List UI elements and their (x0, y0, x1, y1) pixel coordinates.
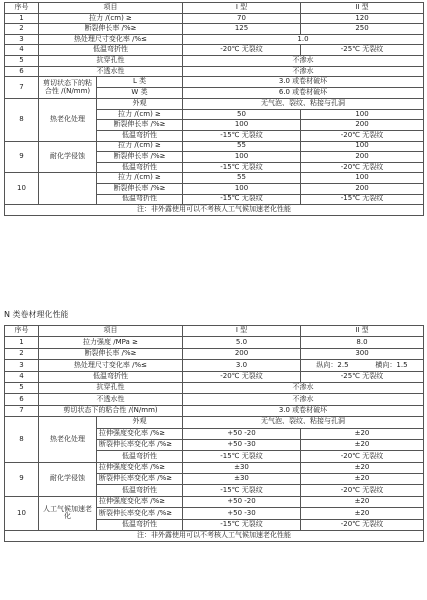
row-seq: 8 (5, 417, 39, 463)
value-type-1: 55 (183, 173, 301, 184)
value-type-2: -20℃ 无裂纹 (301, 130, 424, 141)
section-heading: N 类卷材理化性能 (4, 310, 69, 319)
row-seq: 9 (5, 141, 39, 173)
row-item: 低温弯折性 (97, 194, 183, 205)
row-seq: 4 (5, 371, 39, 382)
table-row (5, 77, 424, 88)
table-row (5, 417, 424, 428)
value-type-1: +50 -30 (183, 508, 301, 519)
row-item: 低温弯折性 (97, 485, 183, 496)
table-row (5, 55, 424, 66)
table-row (5, 13, 424, 24)
row-item: 断裂伸长率 /%≥ (97, 152, 183, 163)
row-group: 耐化学侵蚀 (39, 141, 97, 173)
header-item: 项目 (39, 326, 183, 337)
table-row (5, 360, 424, 371)
value-type-2: 250 (301, 24, 424, 35)
value-type-2: -20℃ 无裂纹 (301, 485, 424, 496)
table-row (5, 34, 424, 45)
row-item: 热处理尺寸变化率 /%≤ (39, 34, 183, 45)
value-type-2: 300 (301, 348, 424, 359)
value-type-1: -15℃ 无裂纹 (183, 519, 301, 530)
header-type-1: I 型 (183, 3, 301, 14)
row-seq: 3 (5, 360, 39, 371)
row-item: 断裂伸长率 /%≥ (39, 24, 183, 35)
value-type-2: 200 (301, 152, 424, 163)
row-seq: 10 (5, 173, 39, 205)
row-item: 外观 (97, 99, 183, 110)
header-type-2: II 型 (301, 326, 424, 337)
row-item: 拉力强度 /MPa ≥ (39, 337, 183, 348)
row-item: 断裂伸长率 /%≥ (97, 120, 183, 131)
row-seq: 1 (5, 337, 39, 348)
row-group: 剪切状态下的粘合性 /(N/mm) (39, 77, 97, 99)
value-type-1: 125 (183, 24, 301, 35)
table-note: 注：非外露使用可以不考核人工气候加速老化性能 (5, 205, 424, 216)
table-note-row (5, 205, 424, 216)
value-shared: 无气泡、裂纹、粘接与孔洞 (183, 417, 424, 428)
value-shared: 1.0 (183, 34, 424, 45)
value-type-2: 100 (301, 109, 424, 120)
value-type-2: ±20 (301, 496, 424, 507)
value-type-1: 55 (183, 141, 301, 152)
value-type-1: ±30 (183, 474, 301, 485)
row-group-empty (39, 173, 97, 205)
value-type-2: ±20 (301, 462, 424, 473)
row-item: 低温弯折性 (39, 45, 183, 56)
row-item: 拉伸强度变化率 /%≥ (97, 462, 183, 473)
value-type-1: +50 -20 (183, 496, 301, 507)
row-item: 断裂伸长率变化率 /%≥ (97, 439, 183, 450)
value-type-2: -25℃ 无裂纹 (301, 371, 424, 382)
row-item: 拉力 /(cm) ≥ (39, 13, 183, 24)
value-type-2: 120 (301, 13, 424, 24)
row-seq: 10 (5, 496, 39, 530)
table-row (5, 99, 424, 110)
row-seq: 9 (5, 462, 39, 496)
table-header-row (5, 326, 424, 337)
table-row (5, 496, 424, 507)
value-type-1: -20℃ 无裂纹 (183, 371, 301, 382)
value-type-2: -20℃ 无裂纹 (301, 519, 424, 530)
value-shared: 不渗水 (183, 66, 424, 77)
table-note: 注：非外露使用可以不考核人工气候加速老化性能 (5, 531, 424, 542)
value-type-1: 100 (183, 152, 301, 163)
row-item: L 类 (97, 77, 183, 88)
table-row (5, 337, 424, 348)
value-type-2: -25℃ 无裂纹 (301, 45, 424, 56)
row-seq: 3 (5, 34, 39, 45)
value-type-1: 5.0 (183, 337, 301, 348)
value-type-1: -15℃ 无裂纹 (183, 162, 301, 173)
row-item: W 类 (97, 88, 183, 99)
header-seq: 序号 (5, 326, 39, 337)
row-item: 抗穿孔性 (39, 55, 183, 66)
row-item: 不透水性 (39, 66, 183, 77)
row-item: 低温弯折性 (97, 451, 183, 462)
value-type-1: 100 (183, 183, 301, 194)
row-group: 耐化学侵蚀 (39, 462, 97, 496)
header-type-1: I 型 (183, 326, 301, 337)
value-type-1: 100 (183, 120, 301, 131)
table-row (5, 45, 424, 56)
value-type-1: -15℃ 无裂纹 (183, 485, 301, 496)
row-seq: 6 (5, 66, 39, 77)
row-item: 拉力 /(cm) ≥ (97, 173, 183, 184)
value-type-2: 8.0 (301, 337, 424, 348)
row-seq: 4 (5, 45, 39, 56)
table-row (5, 371, 424, 382)
header-type-2: II 型 (301, 3, 424, 14)
table-row (5, 173, 424, 184)
row-seq: 5 (5, 382, 39, 393)
row-item: 外观 (97, 417, 183, 428)
table-row (5, 141, 424, 152)
value-type-2: -20℃ 无裂纹 (301, 451, 424, 462)
row-group: 人工气候加速老化 (39, 496, 97, 530)
header-seq: 序号 (5, 3, 39, 14)
value-type-1: -20℃ 无裂纹 (183, 45, 301, 56)
value-type-2: ±20 (301, 439, 424, 450)
value-shared: 6.0 或卷材破坏 (183, 88, 424, 99)
table-note-row (5, 531, 424, 542)
row-seq: 6 (5, 394, 39, 405)
row-item: 低温弯折性 (97, 519, 183, 530)
value-type-2: 100 (301, 173, 424, 184)
row-item: 不透水性 (39, 394, 183, 405)
table-row (5, 382, 424, 393)
row-item: 低温弯折性 (39, 371, 183, 382)
value-shared: 不渗水 (183, 382, 424, 393)
value-type-2: 100 (301, 141, 424, 152)
value-shared: 不渗水 (183, 55, 424, 66)
row-item: 拉力 /(cm) ≥ (97, 109, 183, 120)
table-row (5, 405, 424, 416)
row-item: 拉力 /(cm) ≥ (97, 141, 183, 152)
table-header-row (5, 3, 424, 14)
row-seq: 7 (5, 77, 39, 99)
row-item: 剪切状态下的粘合性 /(N/mm) (39, 405, 183, 416)
row-seq: 1 (5, 13, 39, 24)
value-transverse: 横向：1.5 (375, 360, 408, 369)
value-type-1: -15℃ 无裂纹 (183, 194, 301, 205)
row-item: 拉伸强度变化率 /%≥ (97, 496, 183, 507)
properties-table-1 (4, 2, 424, 216)
value-type-1: +50 -20 (183, 428, 301, 439)
value-longitudinal: 纵向：2.5 (316, 360, 349, 369)
value-type-2: ±20 (301, 428, 424, 439)
value-type-1: 50 (183, 109, 301, 120)
value-shared: 不渗水 (183, 394, 424, 405)
value-type-2 (301, 360, 424, 371)
row-seq: 8 (5, 99, 39, 141)
value-type-1: ±30 (183, 462, 301, 473)
value-type-2: 200 (301, 120, 424, 131)
header-item: 项目 (39, 3, 183, 14)
row-item: 断裂伸长率 /%≥ (97, 183, 183, 194)
properties-table-2 (4, 325, 424, 542)
table-row (5, 24, 424, 35)
value-shared: 3.0 或卷材破坏 (183, 77, 424, 88)
row-seq: 2 (5, 348, 39, 359)
row-group: 热老化处理 (39, 99, 97, 141)
value-type-2: -15℃ 无裂纹 (301, 194, 424, 205)
value-shared: 无气泡、裂纹、粘接与孔洞 (183, 99, 424, 110)
table-row (5, 66, 424, 77)
value-type-1: 200 (183, 348, 301, 359)
value-shared: 3.0 或卷材破坏 (183, 405, 424, 416)
table-row (5, 394, 424, 405)
value-type-2: -20℃ 无裂纹 (301, 162, 424, 173)
value-type-2: ±20 (301, 508, 424, 519)
table-row (5, 348, 424, 359)
row-item: 拉伸强度变化率 /%≥ (97, 428, 183, 439)
row-seq: 2 (5, 24, 39, 35)
table-row (5, 462, 424, 473)
value-type-1: 70 (183, 13, 301, 24)
value-type-1: 3.0 (183, 360, 301, 371)
value-type-2: 200 (301, 183, 424, 194)
value-type-1: -15℃ 无裂纹 (183, 130, 301, 141)
row-item: 断裂伸长率变化率 /%≥ (97, 508, 183, 519)
row-item: 抗穿孔性 (39, 382, 183, 393)
value-type-1: -15℃ 无裂纹 (183, 451, 301, 462)
row-item: 低温弯折性 (97, 162, 183, 173)
value-type-1: +50 -30 (183, 439, 301, 450)
row-seq: 7 (5, 405, 39, 416)
row-item: 断裂伸长率变化率 /%≥ (97, 474, 183, 485)
row-item: 低温弯折性 (97, 130, 183, 141)
row-item: 热处理尺寸变化率 /%≤ (39, 360, 183, 371)
row-seq: 5 (5, 55, 39, 66)
row-item: 断裂伸长率 /%≥ (39, 348, 183, 359)
row-group: 热老化处理 (39, 417, 97, 463)
value-type-2: ±20 (301, 474, 424, 485)
